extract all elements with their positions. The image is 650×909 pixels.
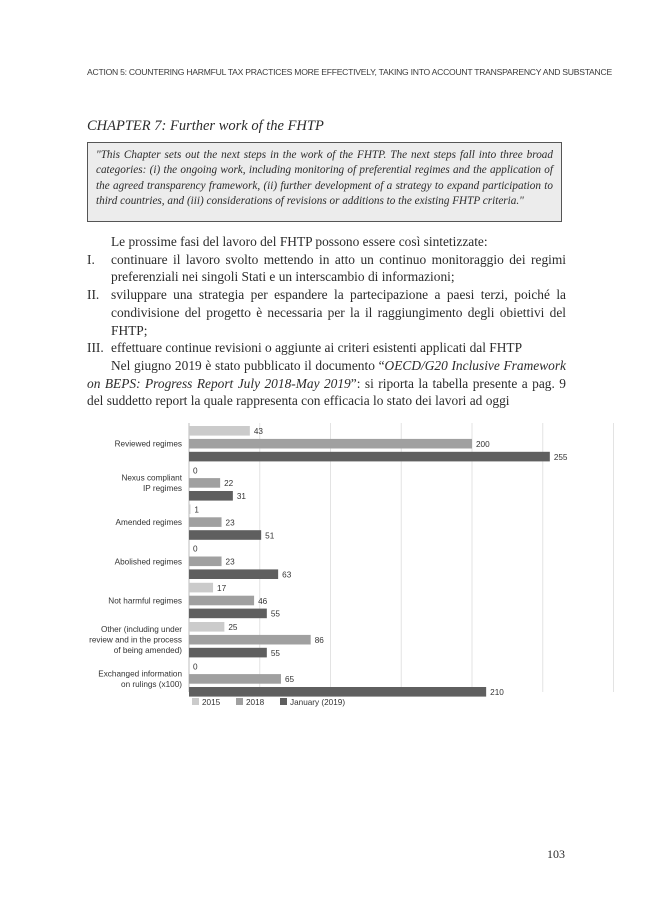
category-label [98,670,182,690]
running-header: ACTION 5: COUNTERING HARMFUL TAX PRACTICES MORE EFFECTIVELY, TAKING INTO ACCOUNT TRANSPARENCY AND SUBSTANCE [87,67,612,77]
category-label-line: review and in the process [89,635,182,645]
data-label: 25 [228,623,238,633]
bar [189,439,472,449]
chapter-title: CHAPTER 7: Further work of the FHTP [87,118,324,134]
data-label: 200 [476,440,490,449]
legend-swatch [192,698,199,705]
data-label: 22 [224,479,234,489]
quote-text: "This Chapter sets out the next steps in the work of the FHTP. The next steps fall into three broad categories: (i) the ongoing work, including monitoring of preferential regimes and the application of the agreed transparency framework, (ii) further development of a strategy to expand participation to third countries, and (iii) considerations of revisions or additions to the existing FHTP criteria." [96,149,553,208]
data-label: 46 [258,596,268,606]
bar [189,648,267,658]
category-label-line: Exchanged information [98,669,182,679]
category-label-line: Abolished regimes [114,557,182,567]
bar [189,622,224,632]
list-item-text: effettuare continue revisioni o aggiunte ai criteri esistenti applicati dal FHTP [111,340,523,356]
data-label: 255 [553,452,568,462]
data-label: 17 [217,583,227,593]
page-number: 103 [547,847,565,861]
data-label: 55 [270,648,280,658]
bar [189,452,550,462]
data-label: 210 [490,688,504,698]
list-item-text: sviluppare una strategia per espandere la partecipazione a paesi terzi, poiché la condivisione del progetto è necessaria per la il raggiungimento degli obiettivi del FHTP; [111,287,566,338]
category-label-line: Nexus compliant [121,473,182,483]
legend-swatch [280,698,287,705]
bar [189,478,220,488]
data-label: 0 [193,544,198,554]
bar [189,609,267,619]
bar [189,426,250,436]
data-label: 23 [225,557,235,567]
data-label: 31 [236,492,246,502]
list-item-text: continuare il lavoro svolto mettendo in atto un continuo monitoraggio dei regimi preferenziali nei singoli Stati e un interscambio di informazioni; [111,251,566,285]
category-label-line: Reviewed regimes [114,439,182,449]
intro-paragraph: Le prossime fasi del lavoro del FHTP possono essere così sintetizzate: [111,234,488,249]
bar [189,557,222,567]
report-title: OECD/G20 Inclusive Framework on BEPS: Progress Report July 2018-May 2019 [87,357,566,391]
bar [189,504,190,514]
bar [189,635,311,645]
category-label [89,625,182,655]
bar [189,583,213,593]
legend-label: 2018 [246,698,265,707]
bar [189,687,486,697]
category-label-line: Amended regimes [115,518,182,528]
data-label: 86 [314,636,324,645]
legend-swatch [236,698,243,705]
closing-text-post: ”: si riporta la tabella presente a pag. 9 del suddetto report la quale rappresenta con efficacia lo stato dei lavori ad oggi [87,375,566,409]
legend-label: January (2019) [290,698,346,707]
category-label [115,557,182,566]
category-label-line: Other (including under [100,625,182,635]
data-label: 43 [253,427,263,437]
category-label [121,474,182,494]
data-label: 1 [194,505,199,515]
bar [189,569,278,579]
category-label [116,518,182,527]
bar [189,491,233,501]
data-label: 0 [193,466,198,476]
legend-label: 2015 [202,698,221,707]
bar [189,596,254,606]
data-label: 51 [265,531,275,541]
list-item-number: I. [87,251,95,267]
data-label: 55 [270,609,280,619]
bar [189,517,222,527]
data-label: 23 [225,518,235,528]
bar [189,674,281,684]
category-label-line: IP regimes [143,484,182,494]
closing-text-pre: Nel giugno 2019 è stato pubblicato il documento “ [111,357,385,373]
category-label-line: of being amended) [113,646,182,656]
category-label [108,597,182,606]
category-label-line: Not harmful regimes [108,596,182,606]
data-label: 63 [282,570,292,580]
category-label [115,440,182,449]
category-label-line: on rulings (x100) [121,680,182,690]
bar [189,530,261,540]
data-label: 0 [193,662,198,672]
list-item-number: II. [87,287,100,303]
data-label: 65 [284,675,295,685]
list-item-number: III. [87,340,104,356]
